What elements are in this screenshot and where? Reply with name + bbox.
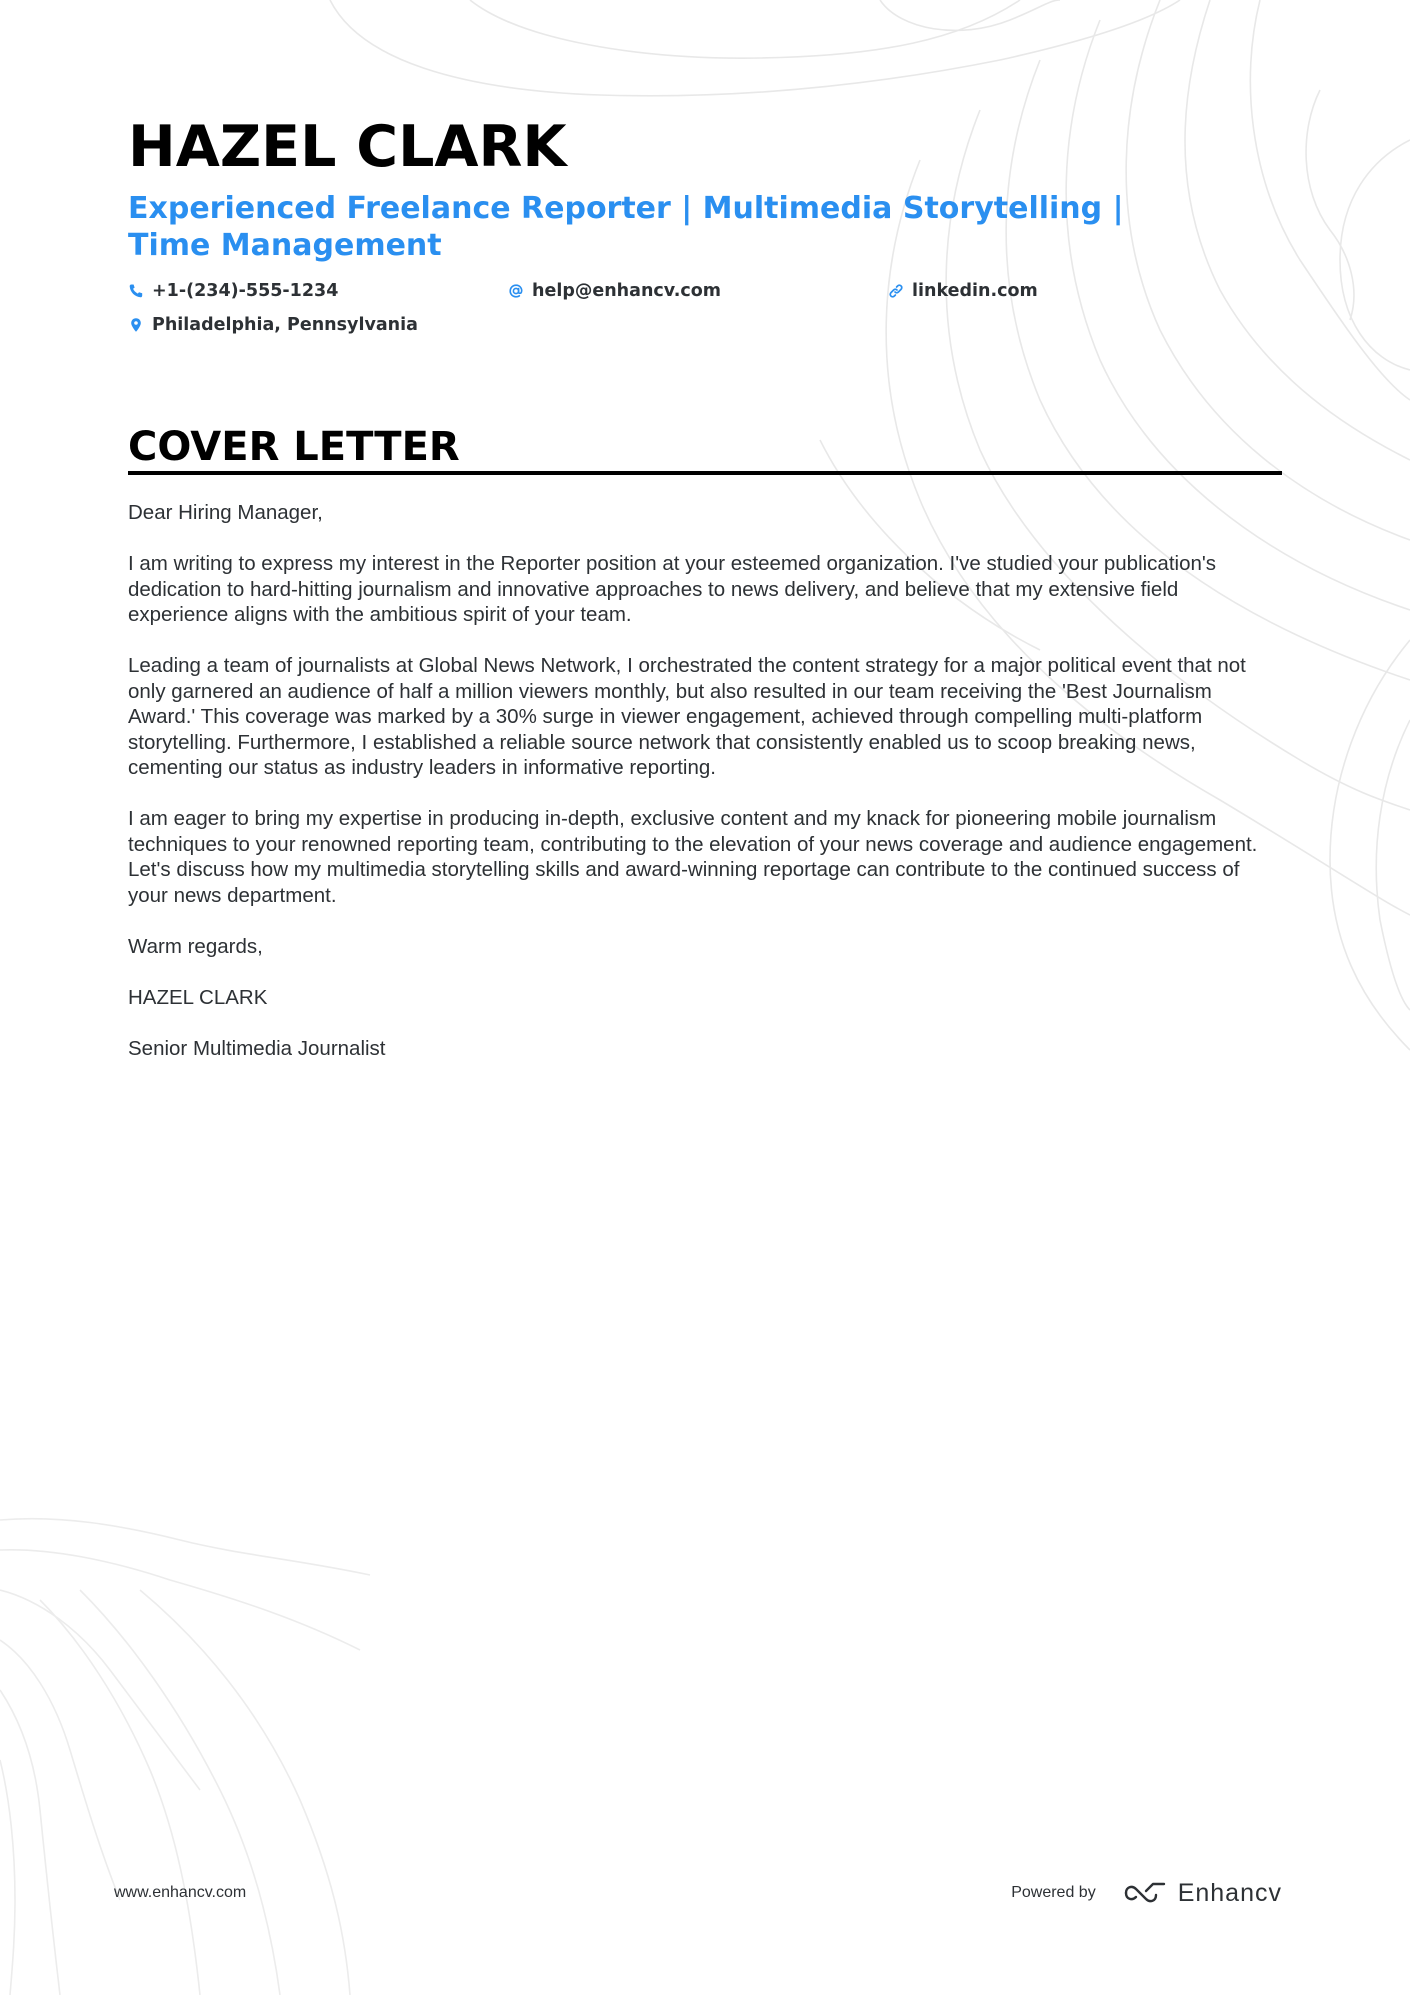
phone-text: +1-(234)-555-1234 [152, 281, 339, 301]
location-pin-icon [128, 317, 144, 333]
contact-email[interactable] [508, 278, 721, 304]
location-text: Philadelphia, Pennsylvania [152, 315, 418, 335]
letter-paragraph-1: I am writing to express my interest in the Reporter position at your esteemed organization. I've studied your publication's dedication to hard-hitting journalism and innovative approaches to news delivery, and believe that my extensive field experience aligns with the ambitious spirit of your team. [128, 552, 1217, 626]
signature-title: Senior Multimedia Journalist [128, 1036, 386, 1060]
at-icon [508, 283, 524, 299]
signature-name: HAZEL CLARK [128, 985, 268, 1009]
letter-closing: Warm regards, [128, 934, 263, 958]
phone-icon [128, 283, 144, 299]
contact-link[interactable] [888, 278, 1038, 304]
email-text: help@enhancv.com [532, 281, 722, 301]
letter-paragraph-2: Leading a team of journalists at Global News Network, I orchestrated the content strategy for a major political event that not only garnered an audience of half a million viewers monthly, but also resulted in our team receiving the 'Best Journalism Award.' This coverage was marked by a 30% surge in viewer engagement, achieved through compelling multi-platform storytelling. Furthermore, I established a reliable source network that consistently enabled us to scoop breaking news, cementing our status as industry leaders in informative reporting. [128, 654, 1246, 779]
letter-paragraph-3: I am eager to bring my expertise in producing in-depth, exclusive content and my knack for pioneering mobile journalism techniques to your renowned reporting team, contributing to the elevation of your news coverage and audience engagement. Let's discuss how my multimedia storytelling skills and award-winning reportage can contribute to the continued success of your news department. [128, 807, 1258, 907]
powered-by-label: Powered by [1011, 1884, 1096, 1901]
brand-name: Enhancv [1177, 1878, 1282, 1907]
contact-location [128, 312, 418, 338]
candidate-headline: Experienced Freelance Reporter | Multimedia Storytelling | Time Management [128, 191, 1124, 263]
footer-powered-by[interactable] [1011, 1876, 1282, 1910]
link-icon [888, 283, 904, 299]
link-text: linkedin.com [912, 281, 1038, 301]
section-title: COVER LETTER [128, 424, 460, 470]
contact-phone[interactable] [128, 278, 338, 304]
contact-info [128, 276, 1282, 346]
letter-body [128, 500, 1282, 1087]
letter-greeting: Dear Hiring Manager, [128, 501, 323, 524]
footer-website-link[interactable]: www.enhancv.com [114, 1884, 247, 1901]
enhancv-logo-icon [1122, 1880, 1168, 1906]
candidate-name: HAZEL CLARK [128, 114, 567, 180]
section-divider [128, 471, 1282, 475]
